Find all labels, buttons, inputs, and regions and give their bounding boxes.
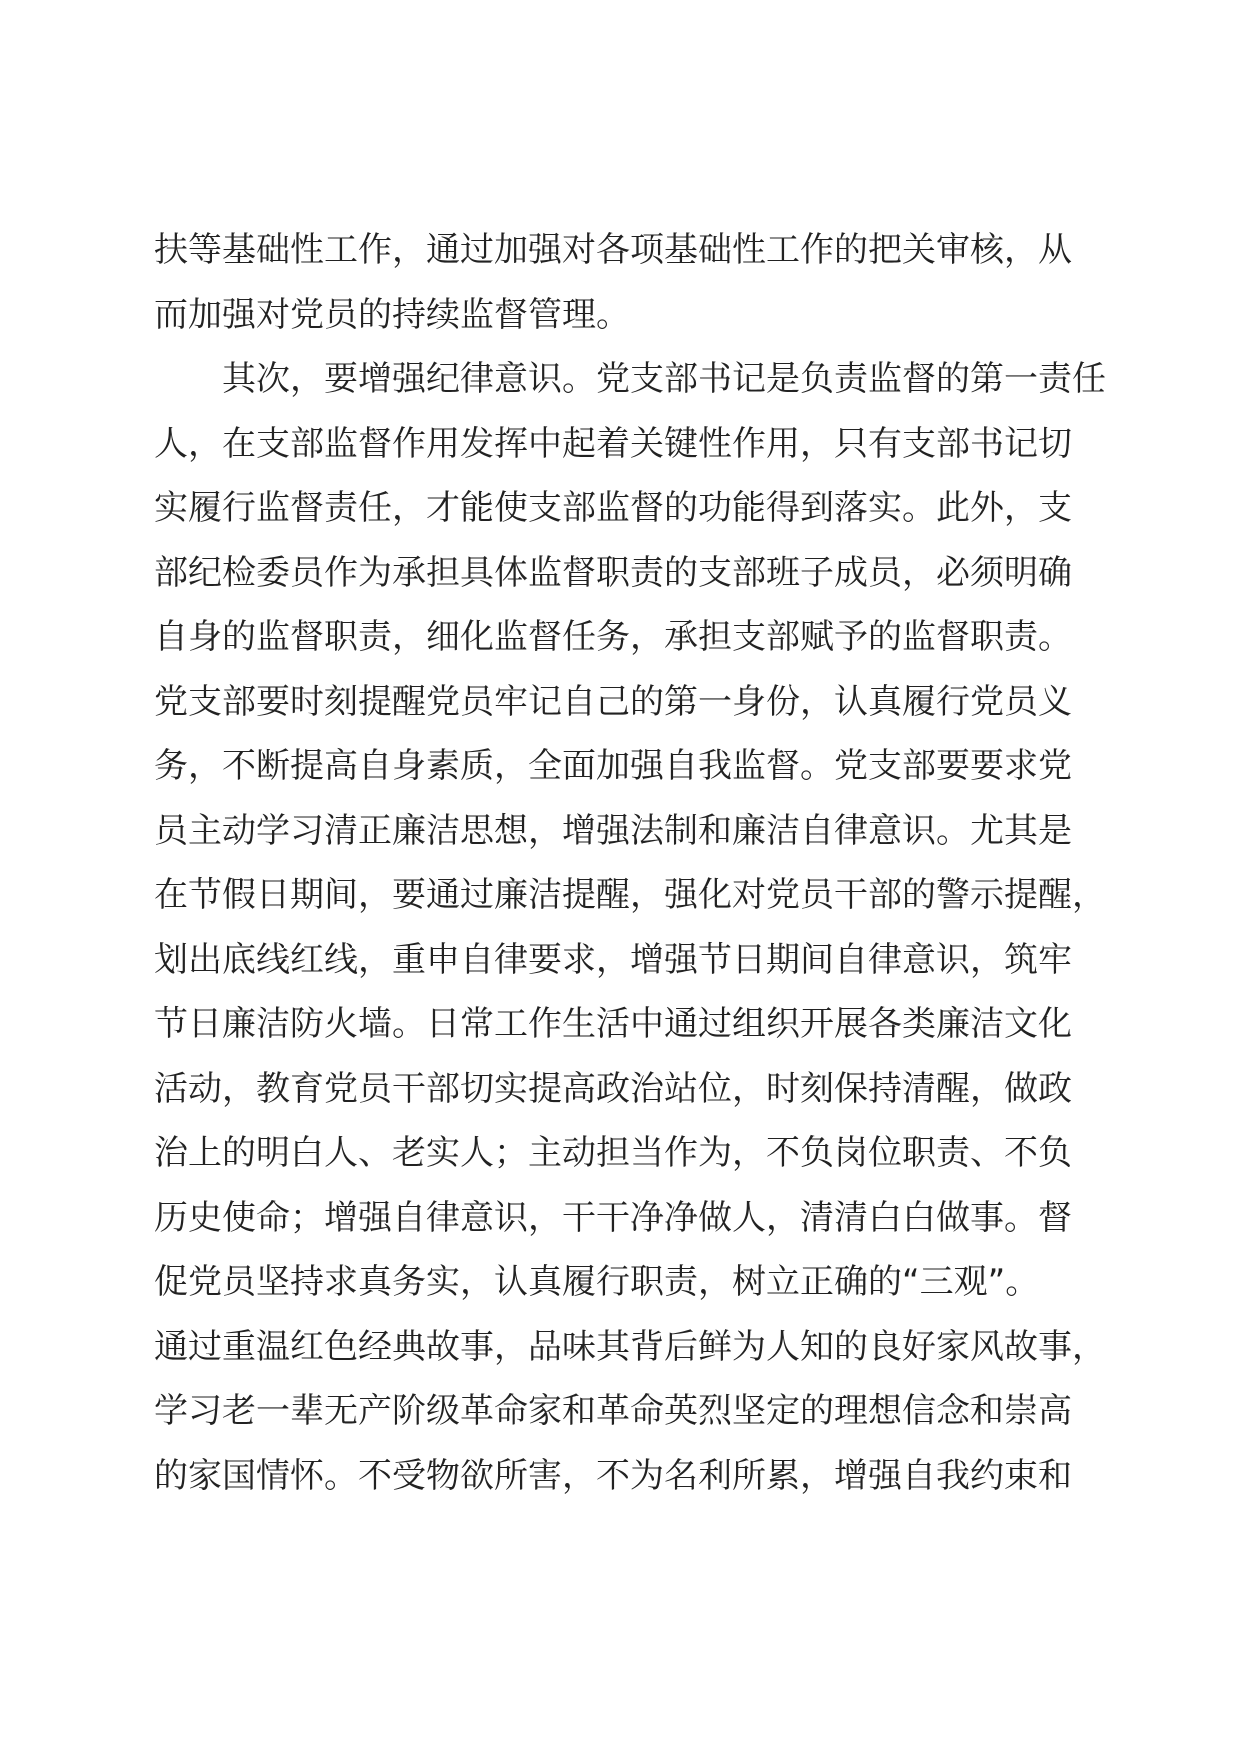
text-line: 实履行监督责任，才能使支部监督的功能得到落实。此外，支: [154, 488, 1072, 528]
text-line: 划出底线红线，重申自律要求，增强节日期间自律意识，筑牢: [154, 939, 1072, 980]
text-line: 其次，要增强纪律意识。党支部书记是负责监督的第一责任: [154, 359, 1106, 399]
text-line: 人，在支部监督作用发挥中起着关键性作用，只有支部书记切: [154, 423, 1072, 464]
text-line: 务，不断提高自身素质，全面加强自我监督。党支部要要求党: [154, 746, 1072, 786]
body-text: [154, 218, 1106, 1508]
text-line: 扶等基础性工作，通过加强对各项基础性工作的把关审核，从: [154, 230, 1072, 270]
text-line: 活动，教育党员干部切实提高政治站位，时刻保持清醒，做政: [154, 1068, 1072, 1109]
text-line: 在节假日期间，要通过廉洁提醒，强化对党员干部的警示提醒，: [154, 875, 1106, 915]
text-line: 学习老一辈无产阶级革命家和革命英烈坚定的理想信念和崇高: [154, 1391, 1072, 1431]
text-line: 员主动学习清正廉洁思想，增强法制和廉洁自律意识。尤其是: [154, 810, 1072, 851]
text-line: 历史使命；增强自律意识，干干净净做人，清清白白做事。督: [154, 1197, 1072, 1238]
text-line: 自身的监督职责，细化监督任务，承担支部赋予的监督职责。: [154, 617, 1072, 657]
text-line: 的家国情怀。不受物欲所害，不为名利所累，增强自我约束和: [154, 1455, 1072, 1496]
text-line: 而加强对党员的持续监督管理。: [154, 294, 630, 335]
text-line: 通过重温红色经典故事，品味其背后鲜为人知的良好家风故事，: [154, 1326, 1106, 1367]
text-line: 治上的明白人、老实人；主动担当作为，不负岗位职责、不负: [154, 1133, 1072, 1173]
text-line: 党支部要时刻提醒党员牢记自己的第一身份，认真履行党员义: [154, 681, 1072, 722]
text-line: 促党员坚持求真务实，认真履行职责，树立正确的“三观”。: [154, 1262, 1040, 1302]
text-line: 部纪检委员作为承担具体监督职责的支部班子成员，必须明确: [154, 552, 1072, 593]
text-line: 节日廉洁防火墙。日常工作生活中通过组织开展各类廉洁文化: [154, 1004, 1072, 1044]
